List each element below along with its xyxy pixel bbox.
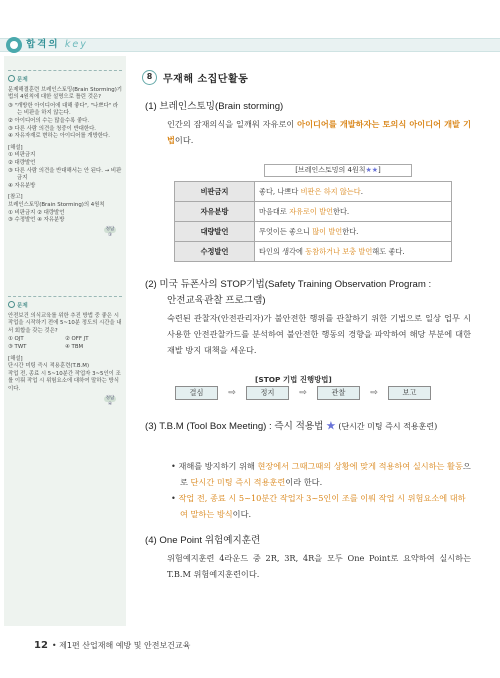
subsection-heading-tbm	[145, 418, 475, 436]
explanation-line: 작업 전, 종료 시 5~10분간 작업자 3~5인이 조를 이뤄 작업 시 위험요소에 대하여 말하는 방식이다.	[8, 370, 121, 392]
key-logo-icon	[6, 37, 22, 53]
heading-note: (단시간 미팅 즉시 적용훈련)	[338, 422, 438, 431]
arrow-right-icon: ⇨	[299, 388, 307, 398]
explanation-label: [해설]	[8, 144, 23, 151]
option-grid	[8, 336, 122, 351]
answer-tag: 정답 ③	[105, 226, 115, 238]
footer-text: • 제1편 산업재해 예방 및 안전보건교육	[51, 641, 191, 650]
option: ④ 자유자재로 변하는 아이디어를 개방한다.	[8, 133, 110, 140]
table-value-cell	[255, 182, 452, 202]
text-span: 이다.	[232, 509, 252, 519]
table-key-cell: 대량발언	[175, 222, 255, 242]
subsection-heading-stop-line2: 안전교육관찰 프로그램)	[167, 295, 266, 306]
sidebar-key-points	[4, 56, 126, 626]
flow-step: 정지	[246, 386, 289, 400]
heading-text: (3) T.B.M (Tool Box Meeting) : 즉시 적용법	[145, 421, 324, 432]
banner-subtitle: key	[64, 39, 88, 50]
caption-text: [브레인스토밍의 4원칙	[295, 166, 366, 174]
table-key-cell: 자유분방	[175, 202, 255, 222]
question-text: 문제해결훈련 브레인스토밍(Brain Storming)기법의 4원칙에 대한 설명으로 틀린 것은?	[8, 86, 123, 101]
stop-paragraph: 숙련된 관찰자(안전관리자)가 불안전한 행위를 관찰하기 위한 기법으로 일상 업무 시 사용한 안전관찰카드를 분석하여 불안전한 행동의 경향을 파악하여 해당 부분에 대한 재발 방지 대책을 세운다.	[167, 313, 471, 355]
note-label: [참고]	[8, 194, 23, 201]
table-row	[175, 182, 452, 202]
text-span: 한다.	[333, 206, 350, 216]
banner-title	[26, 38, 88, 52]
table-row	[175, 222, 452, 242]
option: ④ TBM	[65, 343, 84, 350]
table-value-cell	[255, 202, 452, 222]
table-row	[175, 202, 452, 222]
arrow-right-icon: ⇨	[228, 388, 236, 398]
arrow-right-icon: ⇨	[370, 388, 378, 398]
highlight-text: 아이디어를 개발하자는 토의식 아이디어 개발 기법	[167, 119, 471, 145]
chapter-banner	[0, 38, 500, 54]
text-span: 무엇이든 좋으니	[259, 226, 313, 236]
explanation-label: [해설]	[8, 355, 23, 362]
option: ③ 다른 사람 의견을 청중이 반대한다.	[8, 125, 97, 132]
note-line: ① 비판금지 ② 대량발언	[8, 209, 65, 216]
flow-step: 결심	[175, 386, 218, 400]
highlight-text: 동참하거나 보충 발언	[305, 246, 373, 256]
option: ③ TWT	[8, 343, 27, 350]
section-number: 8	[142, 70, 157, 85]
section-heading	[142, 70, 248, 85]
star-icon: ★	[326, 421, 336, 432]
explanation-line: ③ 다른 사람 의견을 반대해서는 안 된다. → 비판금지	[8, 167, 122, 182]
table-caption	[264, 164, 412, 177]
highlight-text: 자유로이 발언	[289, 206, 334, 216]
tbm-bullet-2: • 작업 전, 종료 시 5~10분간 작업자 3~5인이 조를 이뤄 작업 시 위험요소에 대하여 말하는 방식이다.	[171, 493, 466, 519]
question-label: 문제	[8, 301, 122, 311]
note-line: 브레인스토밍(Brain Storming)의 4원칙	[8, 201, 105, 208]
option: ① OJT	[8, 336, 24, 343]
highlight-text: 단시간 미팅 즉시 적용훈련	[190, 477, 286, 487]
brainstorming-paragraph	[167, 116, 471, 148]
question-label: 문제	[8, 75, 122, 85]
highlight-text: 현장에서 그때그때의 상황에 맞게 적용하여 실시하는 활동	[257, 461, 463, 471]
text-span: 마음대로	[259, 206, 290, 216]
subsection-heading-one-point: (4) One Point 위험예지훈련	[145, 535, 261, 546]
text-span: 해도 좋다.	[372, 246, 405, 256]
question-text: 안전보건 의식교육를 위한 추진 방법 중 좋은 시 작업을 시작하기 전에 5~10분 정도의 시간을 내서 회합을 갖는 것은?	[8, 312, 122, 334]
tbm-bullet-1: • 재해를 방지하기 위해 현장에서 그때그때의 상황에 맞게 적용하여 실시하는 활동으로 단시간 미팅 즉시 적용훈련이라 한다.	[171, 461, 471, 487]
answer-tag: 정답 ④	[105, 395, 115, 407]
text-span: 타인의 생각에	[259, 246, 306, 256]
text-span: .	[360, 186, 363, 196]
section-title: 무재해 소집단활동	[163, 74, 249, 85]
subsection-heading-brainstorming: (1) 브레인스토밍(Brain storming)	[145, 101, 284, 112]
one-point-paragraph: 위험예지훈련 4라운드 중 2R, 3R, 4R을 모두 One Point로 요약하여 실시하는 T.B.M 위험예지훈련이다.	[167, 553, 471, 579]
text-span: 한다.	[342, 226, 359, 236]
page-footer	[34, 640, 190, 651]
option: ③ "개방한 아이디어에 대해 좋다", "나쁘다" 라는 비판을 하지 않는다.	[8, 102, 119, 117]
explanation-line: ② 대량발언	[8, 159, 36, 166]
caption-text: ]	[378, 166, 381, 174]
table-key-cell: 비판금지	[175, 182, 255, 202]
table-key-cell: 수정발언	[175, 242, 255, 262]
explanation-line: ④ 자유분방	[8, 182, 36, 189]
explanation-line: ① 비판금지	[8, 152, 36, 159]
flow-caption: [STOP 기법 진행방법]	[255, 375, 332, 384]
note-line: ③ 수정발언 ④ 자유분방	[8, 217, 65, 224]
text-span: 이라 한다.	[285, 477, 323, 487]
table-row	[175, 242, 452, 262]
highlight-text: 작업 전, 종료 시 5~10분간 작업자 3~5인이 조를 이뤄 작업 시 위험요소에 대하여 말하는 방식	[178, 493, 466, 519]
stop-flow	[175, 386, 431, 400]
brainstorming-rules-table	[174, 181, 452, 262]
option: ② 아이디어의 수는 많을수록 좋다.	[8, 117, 90, 124]
page-number: 12	[34, 640, 48, 651]
text-span: 재해를 방지하기 위해	[178, 461, 258, 471]
text-span: 으로	[180, 461, 471, 487]
text-span: 이다.	[174, 135, 194, 145]
highlight-text: 비판은 하지 않는다	[300, 186, 361, 196]
table-value-cell	[255, 242, 452, 262]
text-span: 좋다, 나쁘다	[259, 186, 301, 196]
highlight-text: 많이 발언	[312, 226, 343, 236]
banner-title-text: 합격의	[26, 39, 60, 50]
text-span: 인간의 잠재의식을 일깨워 자유로이	[167, 119, 298, 129]
subsection-heading-stop: (2) 미국 듀폰사의 STOP기법(Safety Training Observation Program :	[145, 279, 432, 290]
flow-step: 보고	[388, 386, 431, 400]
option: ② OFF JT	[65, 336, 89, 343]
star-icon: ★★	[365, 166, 379, 174]
flow-step: 관찰	[317, 386, 360, 400]
sidebar-question-2	[8, 296, 122, 407]
table-value-cell	[255, 222, 452, 242]
sidebar-question-1	[8, 70, 123, 238]
explanation-line: 단시간 미팅 즉시 적용훈련(T.B.M)	[8, 363, 90, 370]
